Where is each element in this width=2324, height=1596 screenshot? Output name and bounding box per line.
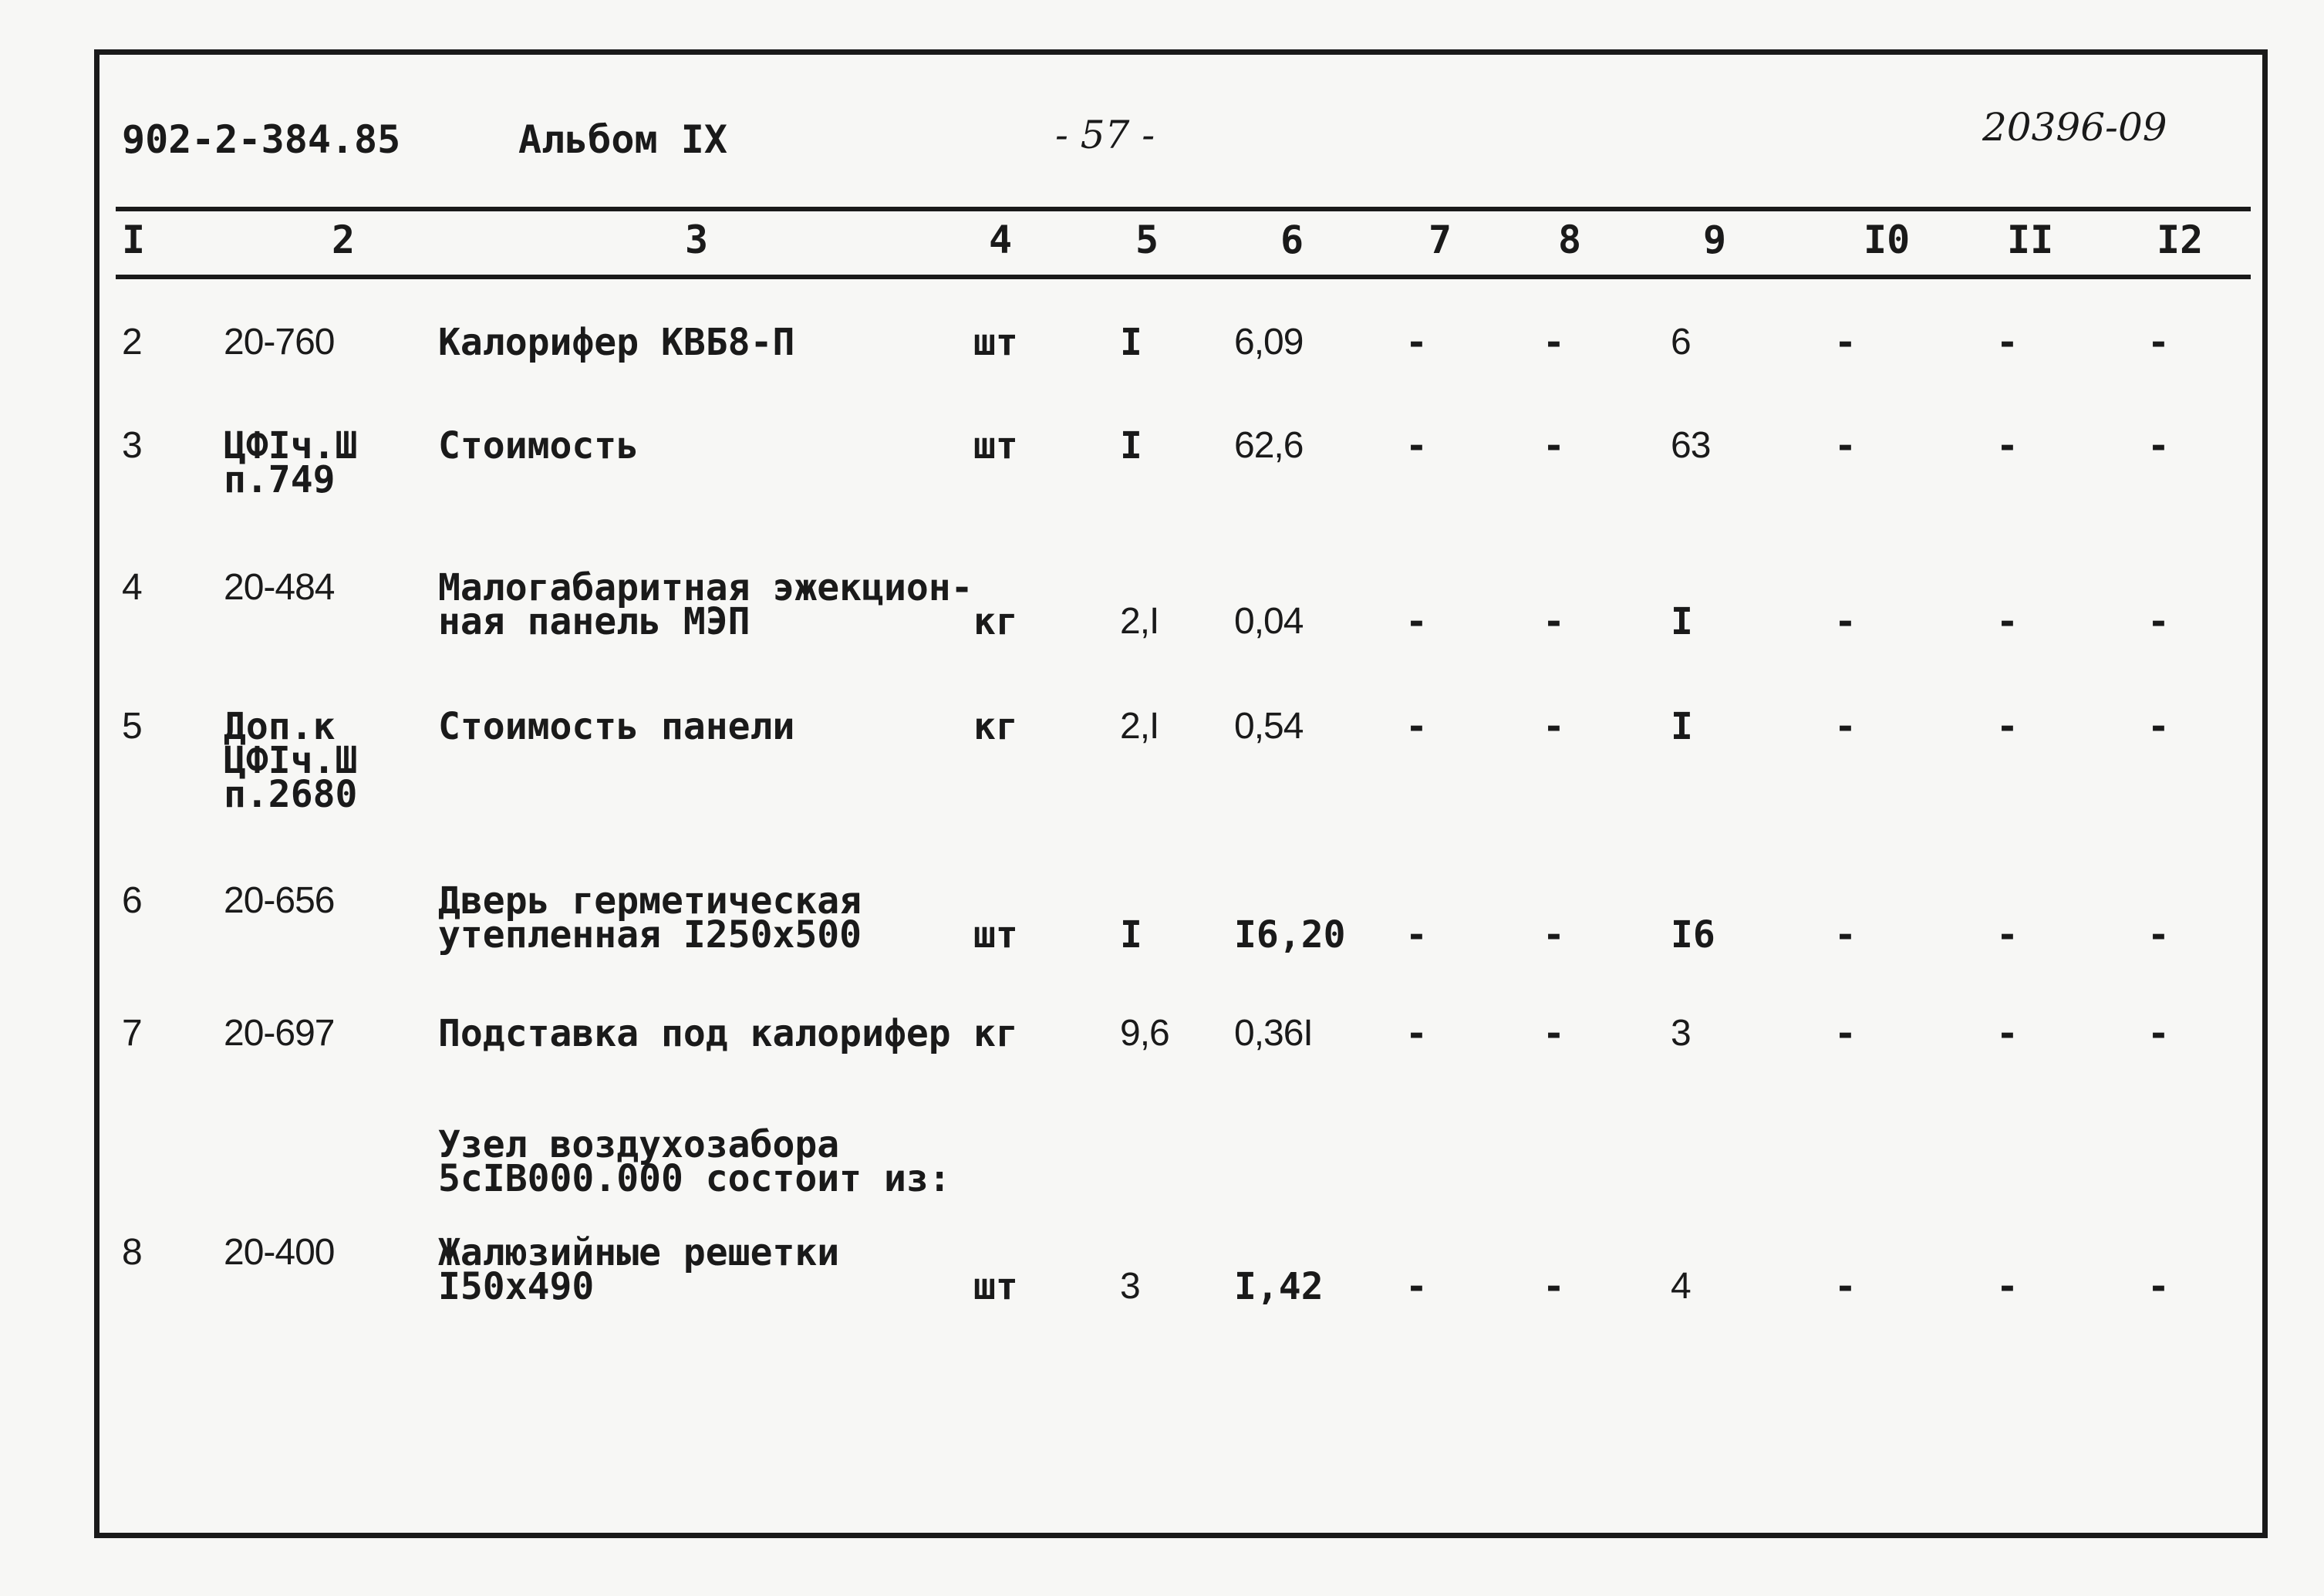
- page-number: - 57 -: [1055, 113, 1155, 157]
- row-c8: -: [1543, 600, 1565, 643]
- row-c9: 63: [1671, 425, 1711, 466]
- row-c9: 6: [1671, 322, 1691, 363]
- row-c11: -: [1996, 913, 2019, 957]
- header-bottom-rule: [116, 275, 2251, 279]
- row-c8: -: [1543, 424, 1565, 467]
- row-name: Дверь герметическая: [438, 879, 862, 923]
- row-c9: I6: [1671, 913, 1715, 957]
- row-c10: -: [1834, 705, 1857, 748]
- column-header: I: [122, 218, 146, 262]
- row-c6: 62,6: [1234, 425, 1304, 466]
- row-c8: -: [1543, 705, 1565, 748]
- row-qty: I: [1120, 424, 1142, 467]
- row-qty: I: [1120, 321, 1142, 364]
- album-label: Альбом IX: [518, 117, 727, 162]
- row-name: Узел воздухозабора: [438, 1123, 840, 1166]
- column-header: 4: [989, 218, 1013, 262]
- row-c12: -: [2147, 705, 2170, 748]
- row-c7: -: [1405, 913, 1428, 957]
- column-header: I2: [2157, 218, 2204, 262]
- row-unit: кг: [973, 600, 1018, 643]
- row-c7: -: [1405, 1265, 1428, 1308]
- row-c7: -: [1405, 600, 1428, 643]
- row-qty: 2,I: [1120, 706, 1159, 747]
- row-name: Жалюзийные решетки: [438, 1231, 840, 1274]
- row-position: 7: [122, 1013, 142, 1054]
- row-position: 4: [122, 567, 142, 608]
- row-qty: 9,6: [1120, 1013, 1169, 1054]
- row-name: Стоимость панели: [438, 705, 795, 748]
- row-c12: -: [2147, 321, 2170, 364]
- row-qty: 3: [1120, 1266, 1140, 1307]
- row-c6: 0,36I: [1234, 1013, 1313, 1054]
- row-c8: -: [1543, 321, 1565, 364]
- row-qty: 2,I: [1120, 601, 1159, 642]
- row-code: 20-760: [224, 322, 335, 363]
- row-name: 5cIB000.000 состоит из:: [438, 1157, 951, 1200]
- row-code: п.2680: [224, 773, 358, 816]
- row-name: ная панель МЭП: [438, 600, 750, 643]
- header-top-rule: [116, 207, 2251, 211]
- row-c11: -: [1996, 1012, 2019, 1055]
- row-unit: шт: [973, 1265, 1018, 1308]
- row-c10: -: [1834, 1265, 1857, 1308]
- row-c10: -: [1834, 600, 1857, 643]
- row-unit: шт: [973, 321, 1018, 364]
- row-c9: I: [1671, 600, 1693, 643]
- row-c6: 6,09: [1234, 322, 1304, 363]
- row-c12: -: [2147, 600, 2170, 643]
- row-c6: 0,54: [1234, 706, 1304, 747]
- column-header: 6: [1280, 218, 1304, 262]
- row-c11: -: [1996, 600, 2019, 643]
- row-unit: кг: [973, 1012, 1018, 1055]
- row-c12: -: [2147, 424, 2170, 467]
- row-c10: -: [1834, 913, 1857, 957]
- column-header: 3: [685, 218, 709, 262]
- row-position: 5: [122, 706, 142, 747]
- row-position: 3: [122, 425, 142, 466]
- row-unit: кг: [973, 705, 1018, 748]
- row-c8: -: [1543, 1012, 1565, 1055]
- column-header: 5: [1135, 218, 1159, 262]
- row-c9: 3: [1671, 1013, 1691, 1054]
- row-code: 20-656: [224, 880, 335, 921]
- row-position: 2: [122, 322, 142, 363]
- row-c11: -: [1996, 1265, 2019, 1308]
- row-c6: I6,20: [1234, 913, 1346, 957]
- row-unit: шт: [973, 424, 1018, 467]
- row-c10: -: [1834, 424, 1857, 467]
- row-code: п.749: [224, 458, 336, 501]
- sheet-code: 20396-09: [1982, 105, 2167, 150]
- row-c8: -: [1543, 913, 1565, 957]
- row-code: 20-484: [224, 567, 335, 608]
- document-frame: [94, 49, 2268, 1538]
- column-header: I0: [1864, 218, 1911, 262]
- row-c11: -: [1996, 321, 2019, 364]
- row-name: Калорифер КВБ8-П: [438, 321, 795, 364]
- row-code: 20-400: [224, 1232, 335, 1273]
- row-c6: I,42: [1234, 1265, 1324, 1308]
- row-c12: -: [2147, 913, 2170, 957]
- column-header: II: [2007, 218, 2054, 262]
- doc-code: 902-2-384.85: [122, 117, 401, 162]
- row-c10: -: [1834, 1012, 1857, 1055]
- column-header: 8: [1558, 218, 1582, 262]
- row-c8: -: [1543, 1265, 1565, 1308]
- row-unit: шт: [973, 913, 1018, 957]
- row-c11: -: [1996, 424, 2019, 467]
- row-name: Подставка под калорифер: [438, 1012, 951, 1055]
- row-c12: -: [2147, 1012, 2170, 1055]
- row-c7: -: [1405, 1012, 1428, 1055]
- row-code: Доп.к: [224, 705, 336, 748]
- row-c9: I: [1671, 705, 1693, 748]
- row-c10: -: [1834, 321, 1857, 364]
- row-c7: -: [1405, 705, 1428, 748]
- column-header: 9: [1703, 218, 1727, 262]
- row-c6: 0,04: [1234, 601, 1304, 642]
- row-c11: -: [1996, 705, 2019, 748]
- row-name: утепленная I250x500: [438, 913, 862, 957]
- row-name: Стоимость: [438, 424, 639, 467]
- row-code: 20-697: [224, 1013, 335, 1054]
- row-code: ЦФIч.Ш: [224, 424, 358, 467]
- column-header: 2: [332, 218, 356, 262]
- row-qty: I: [1120, 913, 1142, 957]
- row-position: 8: [122, 1232, 142, 1273]
- column-header: 7: [1428, 218, 1452, 262]
- row-name: Малогабаритная эжекцион-: [438, 566, 973, 609]
- row-name: I50x490: [438, 1265, 595, 1308]
- row-position: 6: [122, 880, 142, 921]
- row-c9: 4: [1671, 1266, 1691, 1307]
- row-c12: -: [2147, 1265, 2170, 1308]
- row-code: ЦФIч.Ш: [224, 739, 358, 782]
- row-c7: -: [1405, 424, 1428, 467]
- row-c7: -: [1405, 321, 1428, 364]
